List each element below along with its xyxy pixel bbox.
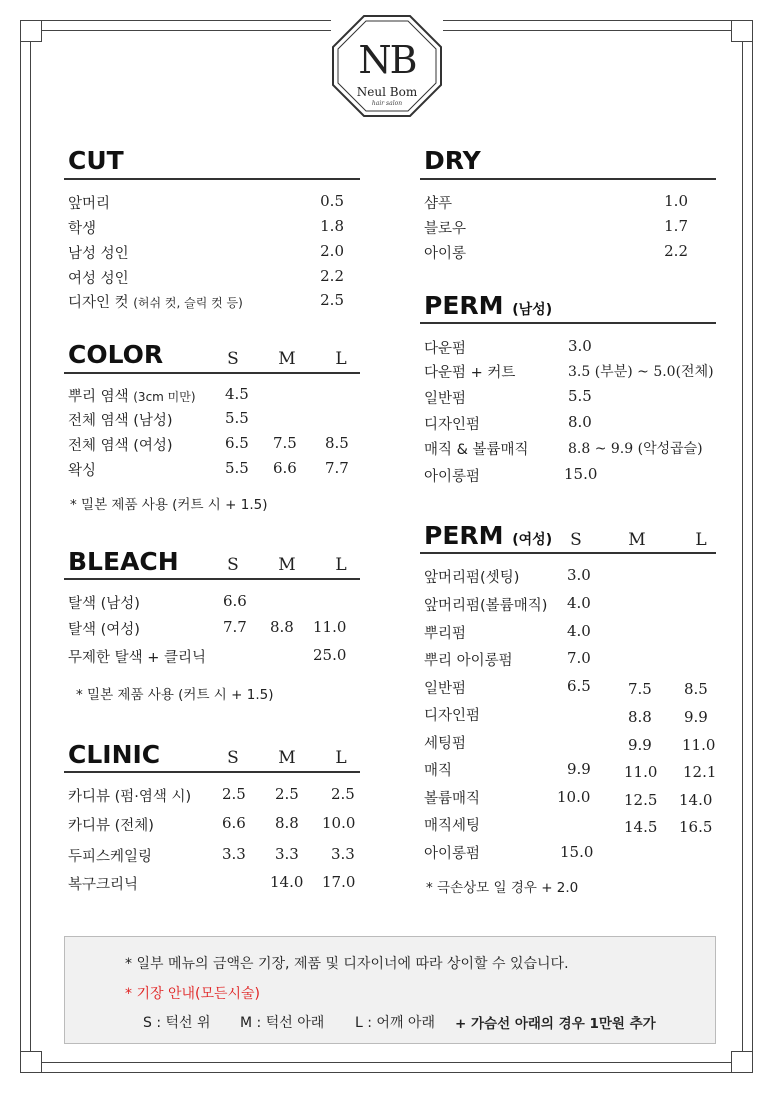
clinic-m-3: 14.0	[270, 873, 304, 891]
perm-men-subtitle: (남성)	[512, 302, 553, 318]
clinic-s-1: 6.6	[222, 814, 246, 832]
perm-men-price-1: 3.5 (부분) ~ 5.0(전체)	[568, 364, 714, 380]
cut-item-4	[68, 291, 243, 312]
notice-l: L : 어깨 아래	[355, 1015, 435, 1031]
perm-women-m-6: 9.9	[628, 736, 652, 754]
cut-item-4-note: (허쉬 컷, 슬릭 컷 등)	[133, 296, 243, 310]
perm-men-price-5: 15.0	[564, 465, 598, 483]
perm-women-l-4: 8.5	[684, 680, 708, 698]
frame-corner-tl	[20, 20, 42, 42]
perm-men-price-0: 3.0	[568, 337, 592, 355]
perm-women-m-9: 14.5	[624, 818, 658, 836]
perm-women-header-m: M	[628, 530, 646, 550]
bleach-footnote: * 밀본 제품 사용 (커트 시 + 1.5)	[76, 687, 274, 703]
perm-women-s-10: 15.0	[560, 843, 594, 861]
clinic-item-0: 카디뷰 (펌·염색 시)	[68, 789, 192, 805]
bleach-item-2: 무제한 탈색 + 클리닉	[68, 650, 207, 666]
cut-item-4-name: 디자인 컷	[68, 295, 129, 311]
clinic-title: CLINIC	[68, 740, 161, 769]
perm-women-subtitle: (여성)	[512, 532, 553, 548]
perm-women-m-7: 11.0	[624, 763, 658, 781]
color-item-3: 왁싱	[68, 463, 97, 479]
cut-price-0: 0.5	[320, 192, 344, 210]
color-header-l: L	[335, 349, 347, 369]
perm-men-item-2: 일반펌	[424, 391, 467, 407]
perm-women-m-8: 12.5	[624, 791, 658, 809]
color-item-2: 전체 염색 (여성)	[68, 438, 173, 454]
notice-line-1: * 일부 메뉴의 금액은 기장, 제품 및 디자이너에 따라 상이할 수 있습니다.	[125, 956, 569, 972]
bleach-item-0: 탈색 (남성)	[68, 596, 140, 612]
color-title: COLOR	[68, 340, 164, 369]
perm-women-s-8: 10.0	[557, 788, 591, 806]
clinic-rule	[64, 771, 360, 773]
clinic-s-2: 3.3	[222, 845, 246, 863]
perm-women-s-4: 6.5	[567, 677, 591, 695]
color-header-m: M	[278, 349, 296, 369]
color-s-0: 4.5	[225, 385, 249, 403]
clinic-l-3: 17.0	[322, 873, 356, 891]
color-l-2: 8.5	[325, 434, 349, 452]
perm-women-l-7: 12.1	[683, 763, 717, 781]
perm-women-l-9: 16.5	[679, 818, 713, 836]
color-s-2: 6.5	[225, 434, 249, 452]
bleach-l-1: 11.0	[313, 618, 347, 636]
perm-women-item-4: 일반펌	[424, 681, 467, 697]
perm-women-s-2: 4.0	[567, 622, 591, 640]
color-footnote: * 밀본 제품 사용 (커트 시 + 1.5)	[70, 497, 268, 513]
clinic-l-0: 2.5	[331, 785, 355, 803]
perm-women-item-5: 디자인펌	[424, 708, 481, 724]
dry-price-1: 1.7	[664, 217, 688, 235]
notice-extra: + 가슴선 아래의 경우 1만원 추가	[455, 1016, 656, 1032]
bleach-header-m: M	[278, 555, 296, 575]
dry-rule	[420, 178, 716, 180]
cut-item-0: 앞머리	[68, 196, 111, 212]
bleach-rule	[64, 578, 360, 580]
perm-women-footnote: * 극손상모 일 경우 + 2.0	[426, 880, 579, 896]
perm-women-item-8: 볼륨매직	[424, 791, 481, 807]
perm-women-l-8: 14.0	[679, 791, 713, 809]
perm-women-s-3: 7.0	[567, 649, 591, 667]
bleach-s-0: 6.6	[223, 592, 247, 610]
bleach-title: BLEACH	[68, 547, 179, 576]
cut-rule	[64, 178, 360, 180]
clinic-item-1: 카디뷰 (전체)	[68, 818, 154, 834]
color-s-3: 5.5	[225, 459, 249, 477]
color-m-2: 7.5	[273, 434, 297, 452]
cut-title: CUT	[68, 146, 124, 175]
perm-women-header-l: L	[695, 530, 707, 550]
color-item-0-note: (3cm 미만)	[133, 390, 196, 404]
color-item-0	[68, 385, 196, 406]
perm-men-item-0: 다운펌	[424, 341, 467, 357]
cut-price-1: 1.8	[320, 217, 344, 235]
color-item-1: 전체 염색 (남성)	[68, 413, 173, 429]
color-l-3: 7.7	[325, 459, 349, 477]
salon-logo	[331, 14, 443, 118]
color-m-3: 6.6	[273, 459, 297, 477]
perm-men-title	[424, 291, 552, 320]
perm-men-item-5: 아이롱펌	[424, 469, 481, 485]
logo-tagline: hair salon	[371, 100, 403, 107]
clinic-l-2: 3.3	[331, 845, 355, 863]
perm-women-s-7: 9.9	[567, 760, 591, 778]
bleach-item-1: 탈색 (여성)	[68, 622, 140, 638]
perm-women-l-5: 9.9	[684, 708, 708, 726]
perm-men-price-2: 5.5	[568, 387, 592, 405]
perm-women-title	[424, 521, 552, 550]
clinic-item-2: 두피스케일링	[68, 849, 153, 865]
notice-m: M : 턱선 아래	[240, 1015, 325, 1031]
color-s-1: 5.5	[225, 409, 249, 427]
bleach-header-l: L	[335, 555, 347, 575]
frame-corner-tr	[731, 20, 753, 42]
cut-price-4: 2.5	[320, 291, 344, 309]
bleach-s-1: 7.7	[223, 618, 247, 636]
dry-item-2: 아이롱	[424, 246, 467, 262]
perm-women-m-4: 7.5	[628, 680, 652, 698]
perm-women-item-10: 아이롱펌	[424, 846, 481, 862]
perm-women-item-0: 앞머리펌(셋팅)	[424, 570, 520, 586]
perm-women-item-2: 뿌리펌	[424, 626, 467, 642]
clinic-m-1: 8.8	[275, 814, 299, 832]
color-header-s: S	[227, 349, 239, 369]
perm-women-title-text: PERM	[424, 521, 504, 550]
color-rule	[64, 372, 360, 374]
bleach-l-2: 25.0	[313, 646, 347, 664]
dry-title: DRY	[424, 146, 481, 175]
cut-price-2: 2.0	[320, 242, 344, 260]
perm-women-s-1: 4.0	[567, 594, 591, 612]
notice-s: S : 턱선 위	[143, 1015, 211, 1031]
bleach-m-1: 8.8	[270, 618, 294, 636]
dry-item-0: 샴푸	[424, 196, 453, 212]
perm-women-s-0: 3.0	[567, 566, 591, 584]
perm-men-title-text: PERM	[424, 291, 504, 320]
dry-item-1: 블로우	[424, 221, 467, 237]
clinic-header-l: L	[335, 748, 347, 768]
perm-men-price-4: 8.8 ~ 9.9 (악성곱슬)	[568, 441, 703, 457]
clinic-header-m: M	[278, 748, 296, 768]
cut-item-3: 여성 성인	[68, 271, 129, 287]
notice-length-guide: * 기장 안내(모든시술)	[125, 986, 261, 1002]
perm-women-item-6: 세팅펌	[424, 736, 467, 752]
perm-men-price-3: 8.0	[568, 413, 592, 431]
perm-women-header-s: S	[570, 530, 582, 550]
perm-men-item-1: 다운펌 + 커트	[424, 365, 516, 381]
perm-men-item-3: 디자인펌	[424, 417, 481, 433]
clinic-item-3: 복구크리닉	[68, 877, 139, 893]
perm-women-l-6: 11.0	[682, 736, 716, 754]
clinic-s-0: 2.5	[222, 785, 246, 803]
perm-men-item-4: 매직 & 볼륨매직	[424, 442, 529, 458]
logo-mark: NB	[358, 38, 416, 82]
clinic-m-0: 2.5	[275, 785, 299, 803]
perm-women-item-7: 매직	[424, 763, 453, 779]
cut-item-1: 학생	[68, 221, 97, 237]
clinic-l-1: 10.0	[322, 814, 356, 832]
clinic-header-s: S	[227, 748, 239, 768]
cut-item-2: 남성 성인	[68, 246, 129, 262]
color-item-0-name: 뿌리 염색	[68, 389, 129, 405]
perm-women-item-1: 앞머리펌(볼륨매직)	[424, 598, 548, 614]
frame-corner-bl	[20, 1051, 42, 1073]
dry-price-2: 2.2	[664, 242, 688, 260]
perm-men-rule	[420, 322, 716, 324]
logo-name: Neul Bom	[356, 85, 418, 99]
perm-women-item-9: 매직세팅	[424, 818, 481, 834]
bleach-header-s: S	[227, 555, 239, 575]
frame-corner-br	[731, 1051, 753, 1073]
clinic-m-2: 3.3	[275, 845, 299, 863]
dry-price-0: 1.0	[664, 192, 688, 210]
notice-box	[64, 936, 716, 1044]
cut-price-3: 2.2	[320, 267, 344, 285]
perm-women-item-3: 뿌리 아이롱펌	[424, 653, 513, 669]
perm-women-m-5: 8.8	[628, 708, 652, 726]
perm-women-rule	[420, 552, 716, 554]
